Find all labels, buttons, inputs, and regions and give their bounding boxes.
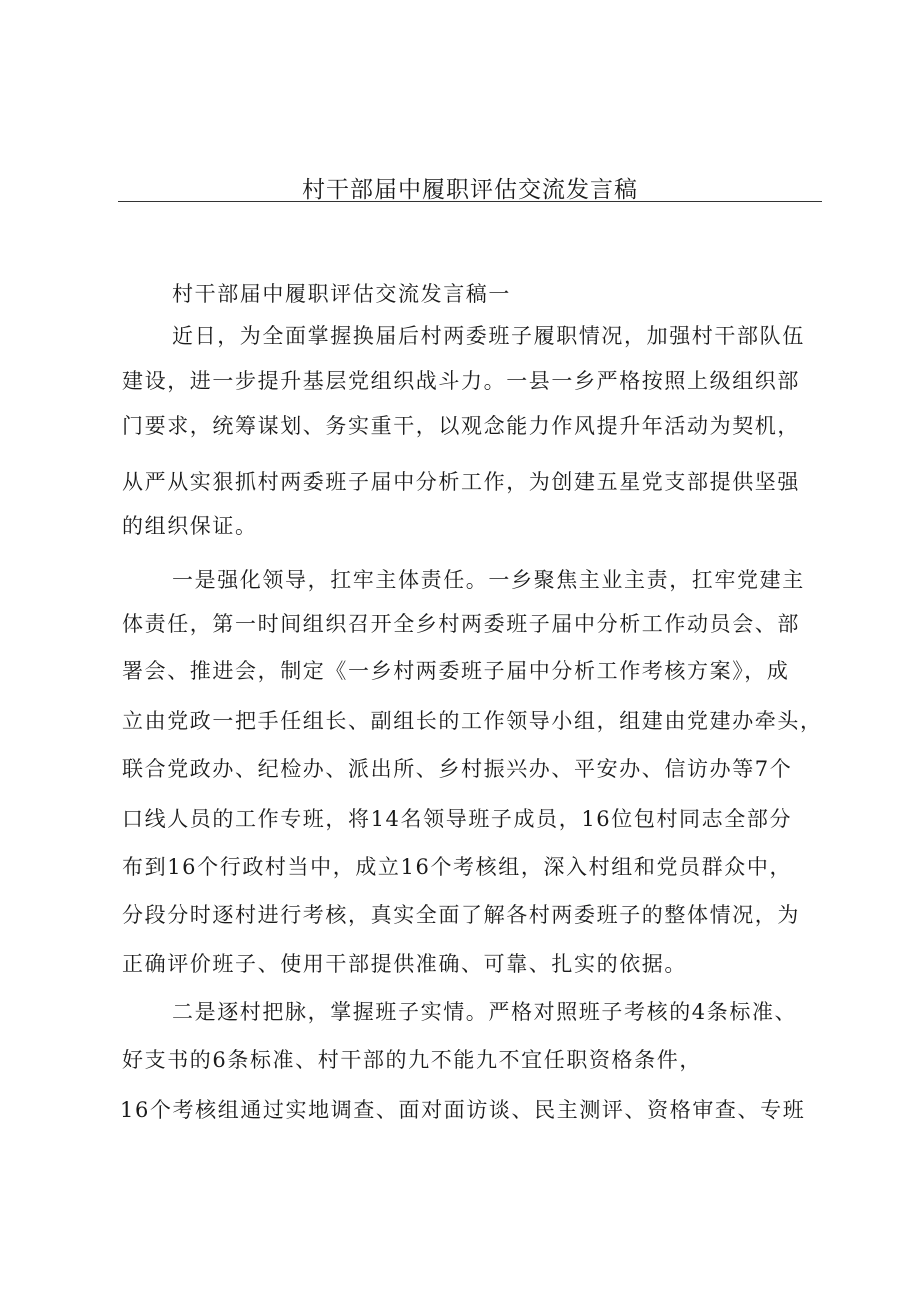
subtitle-line: 村干部届中履职评估交流发言稿一 (172, 282, 511, 306)
title-underline (118, 201, 822, 202)
paragraph-1-line-5: 的组织保证。 (122, 514, 258, 538)
paragraph-2-line-4: 立由党政一把手任组长、副组长的工作领导小组，组建由党建办牵头， (122, 709, 823, 733)
paragraph-2-line-7: 布到16个行政村当中，成立16个考核组，深入村组和党员群众中， (122, 855, 793, 879)
paragraph-3-line-2: 好支书的6条标准、村干部的九不能九不宜任职资格条件， (122, 1048, 702, 1072)
paragraph-3-line-3: 16个考核组通过实地调查、面对面访谈、民主测评、资格审查、专班 (120, 1098, 806, 1122)
paragraph-2-line-1: 一是强化领导，扛牢主体责任。一乡聚焦主业主责，扛牢党建主 (172, 568, 805, 592)
paragraph-2-line-6: 口线人员的工作专班，将14名领导班子成员，16位包村同志全部分 (122, 807, 793, 831)
paragraph-2-line-2: 体责任，第一时间组织召开全乡村两委班子届中分析工作动员会、部 (122, 612, 800, 636)
paragraph-2-line-3: 署会、推进会，制定《一乡村两委班子届中分析工作考核方案》，成 (122, 659, 790, 683)
paragraph-1-line-2: 建设，进一步提升基层党组织战斗力。一县一乡严格按照上级组织部 (122, 369, 800, 393)
paragraph-2-line-9: 正确评价班子、使用干部提供准确、可靠、扎实的依据。 (122, 952, 687, 976)
paragraph-3-line-1: 二是逐村把脉，掌握班子实情。严格对照班子考核的4条标准、 (172, 1000, 798, 1024)
paragraph-1-line-3: 门要求，统筹谋划、务实重干，以观念能力作风提升年活动为契机， (122, 414, 800, 438)
document-title: 村干部届中履职评估交流发言稿 (302, 177, 638, 203)
paragraph-1-line-4: 从严从实狠抓村两委班子届中分析工作，为创建五星党支部提供坚强 (122, 470, 800, 494)
paragraph-2-line-5: 联合党政办、纪检办、派出所、乡村振兴办、平安办、信访办等7个 (122, 757, 793, 781)
paragraph-1-line-1: 近日，为全面掌握换届后村两委班子履职情况，加强村干部队伍 (172, 324, 805, 348)
paragraph-2-line-8: 分段分时逐村进行考核，真实全面了解各村两委班子的整体情况，为 (122, 903, 800, 927)
